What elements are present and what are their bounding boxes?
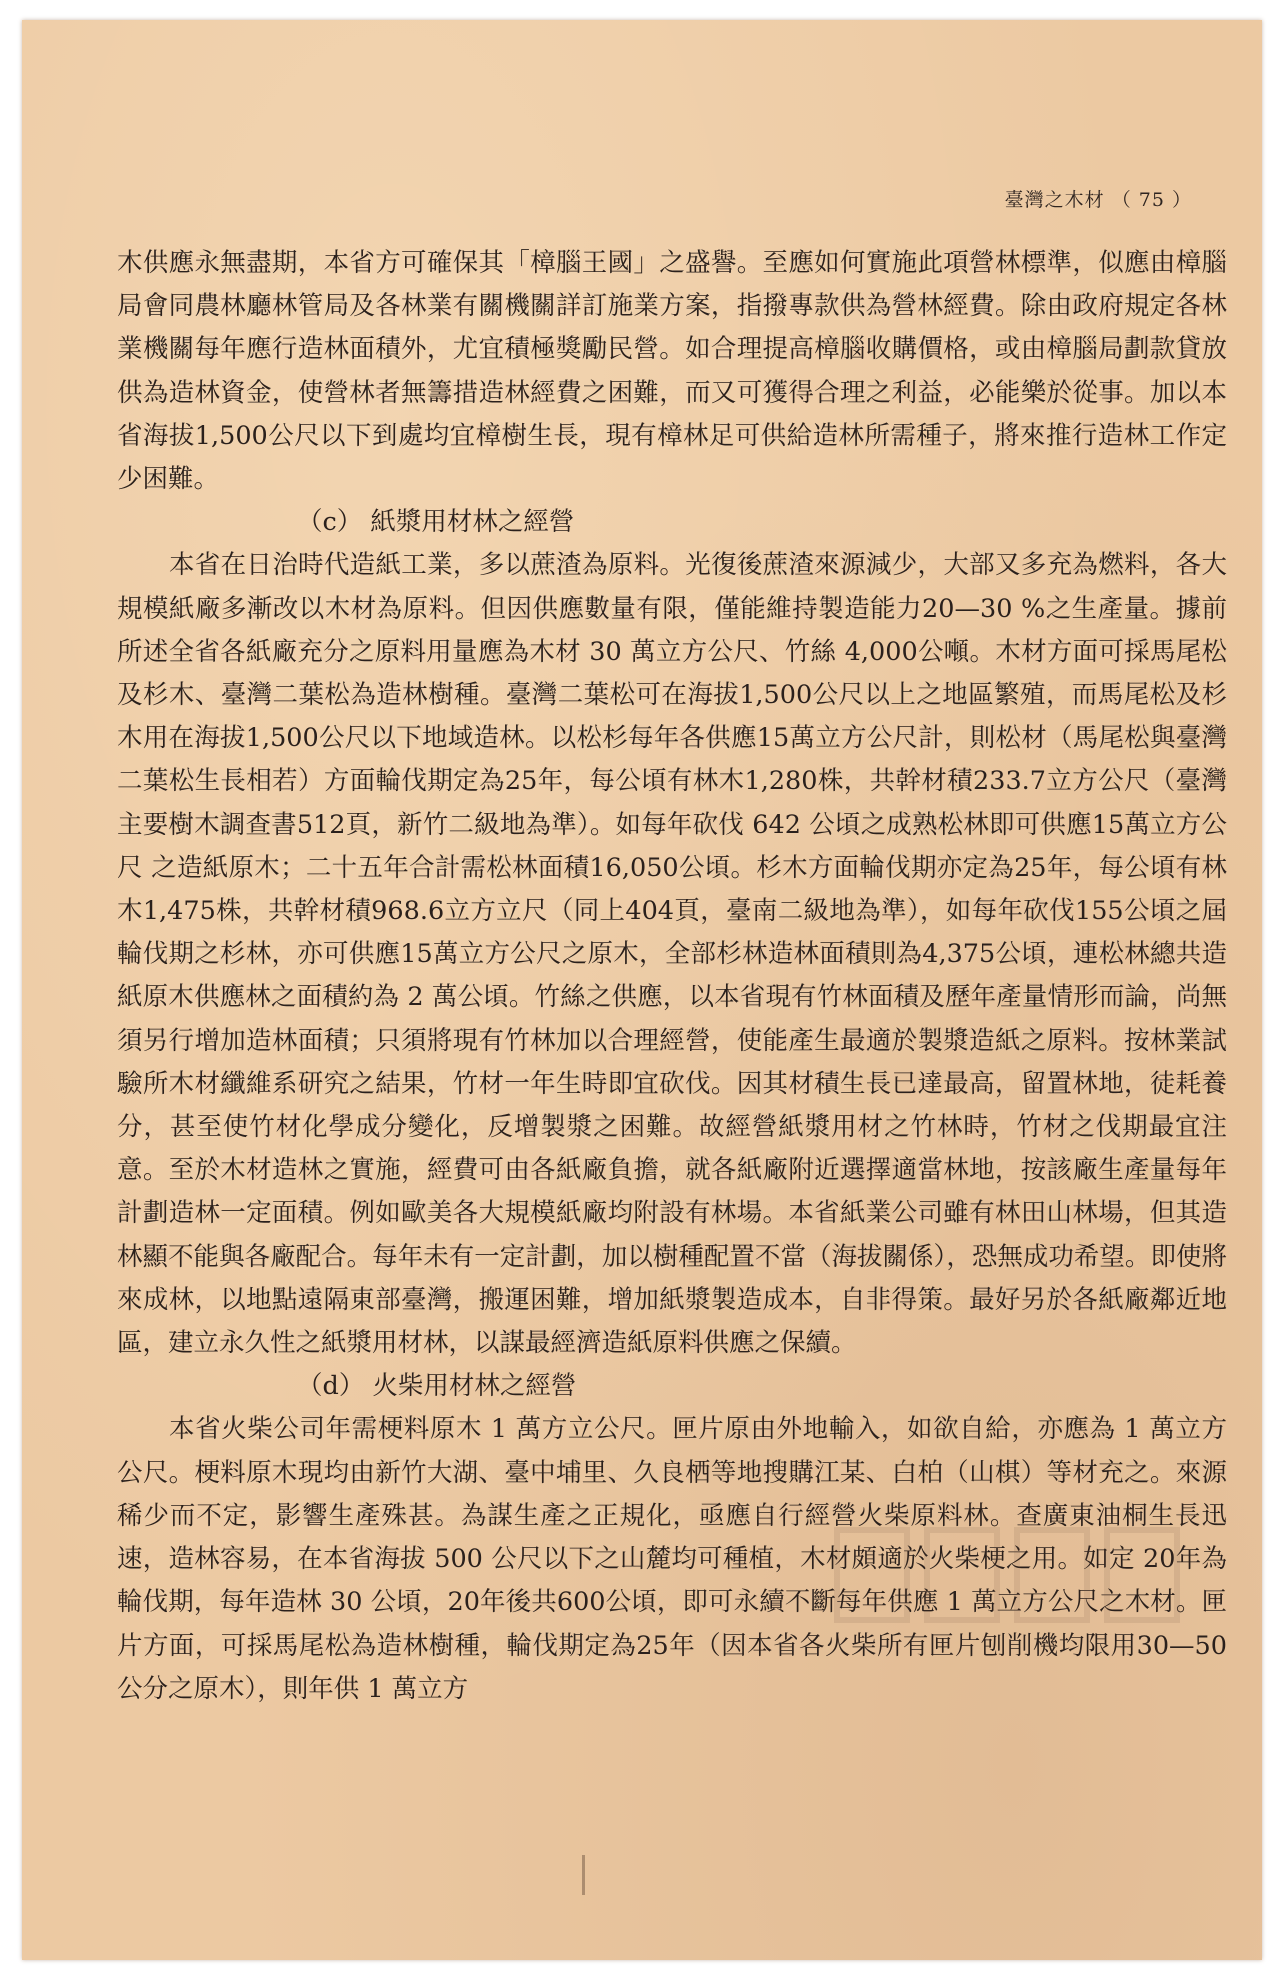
page-number: （ 75 ） (1111, 189, 1192, 211)
scanned-page (22, 20, 1262, 1960)
binding-mark (582, 1855, 585, 1895)
paragraph-camphor-continuation: 木供應永無盡期，本省方可確保其「樟腦王國」之盛譽。至應如何實施此項營林標準，似應由樟腦局會同農林廳林管局及各林業有關機關詳訂施業方案，指撥專款供為營林經費。除由政府規定各林業機關每年應行造林面積外，尤宜積極獎勵民營。如合理提高樟腦收購價格，或由樟腦局劃款貸放供為造林資金，使營林者無籌措造林經費之困難，而又可獲得合理之利益，必能樂於從事。加以本省海拔1,500公尺以下到處均宜樟樹生長，現有樟林足可供給造林所需種子，將來推行造林工作定少困難。 (117, 248, 1227, 495)
library-stamp-watermark (832, 1520, 1192, 1630)
section-heading-matchwood: （d） 火柴用材林之經營 (297, 1371, 577, 1402)
running-header (1005, 185, 1192, 212)
body-text (117, 242, 1227, 1711)
paragraph-pulpwood: 本省在日治時代造紙工業，多以蔗渣為原料。光復後蔗渣來源減少，大部又多充為燃料，各大規模紙廠多漸改以木材為原料。但因供應數量有限，僅能維持製造能力20—30 %之生產量。據前所述全省各紙廠充分之原料用量應為木材 30 萬立方公尺、竹絲 4,000公噸。木材方面可採馬尾松及杉木、臺灣二葉松為造林樹種。臺灣二葉松可在海拔1,500公尺以上之地區繁殖，而馬尾松及杉木用在海拔1,500公尺以下地域造林。以松杉每年各供應15萬立方公尺計，則松材（馬尾松與臺灣二葉松生長相若）方面輪伐期定為25年，每公頃有林木1,280株，共幹材積233.7立方公尺（臺灣主要樹木調查書512頁，新竹二級地為準）。如每年砍伐 642 公頃之成熟松林即可供應15萬立方公尺 之造紙原木；二十五年合計需松林面積16,050公頃。杉木方面輪伐期亦定為25年，每公頃有林木1,475株，共幹材積968.6立方立尺（同上404頁，臺南二級地為準），如每年砍伐155公頃之屆輪伐期之杉林，亦可供應15萬立方公尺之原木，全部杉林造林面積則為4,375公頃，連松林總共造紙原木供應林之面積約為 2 萬公頃。竹絲之供應，以本省現有竹林面積及歷年產量情形而論，尚無須另行增加造林面積；只須將現有竹林加以合理經營，使能產生最適於製漿造紙之原料。按林業試驗所木材纖維系研究之結果，竹材一年生時即宜砍伐。因其材積生長已達最高，留置林地，徒耗養分，甚至使竹材化學成分變化，反增製漿之困難。故經營紙漿用材之竹林時，竹材之伐期最宜注意。至於木材造林之實施，經費可由各紙廠負擔，就各紙廠附近選擇適當林地，按該廠生產量每年計劃造林一定面積。例如歐美各大規模紙廠均附設有林場。本省紙業公司雖有林田山林場，但其造林顯不能與各廠配合。每年未有一定計劃，加以樹種配置不當（海拔關係），恐無成功希望。即使將來成林，以地點遠隔東部臺灣，搬運困難，增加紙漿製造成本，自非得策。最好另於各紙廠鄰近地區，建立永久性之紙漿用材林，以謀最經濟造紙原料供應之保續。 (117, 550, 1227, 1359)
paragraph-matchwood: 本省火柴公司年需梗料原木 1 萬方立公尺。匣片原由外地輸入，如欲自給，亦應為 1 萬立方公尺。梗料原木現均由新竹大湖、臺中埔里、久良栖等地搜購江某、白柏（山棋）等材充之。來源稀少而不定，影響生產殊甚。為謀生產之正規化，亟應自行經營火柴原料林。查廣東油桐生長迅速，造林容易，在本省海拔 500 公尺以下之山麓均可種植，木材頗適於火柴梗之用。如定 20年為輪伐期，每年造林 30 公頃，20年後共600公頃，即可永續不斷每年供應 1 萬立方公尺之木材。匣片方面，可採馬尾松為造林樹種，輪伐期定為25年（因本省各火柴所有匣片刨削機均限用30—50公分之原木），則年供 1 萬立方 (117, 1414, 1227, 1704)
section-heading-pulpwood: （c） 紙漿用材林之經營 (297, 507, 575, 538)
running-title: 臺灣之木材 (1004, 189, 1105, 211)
